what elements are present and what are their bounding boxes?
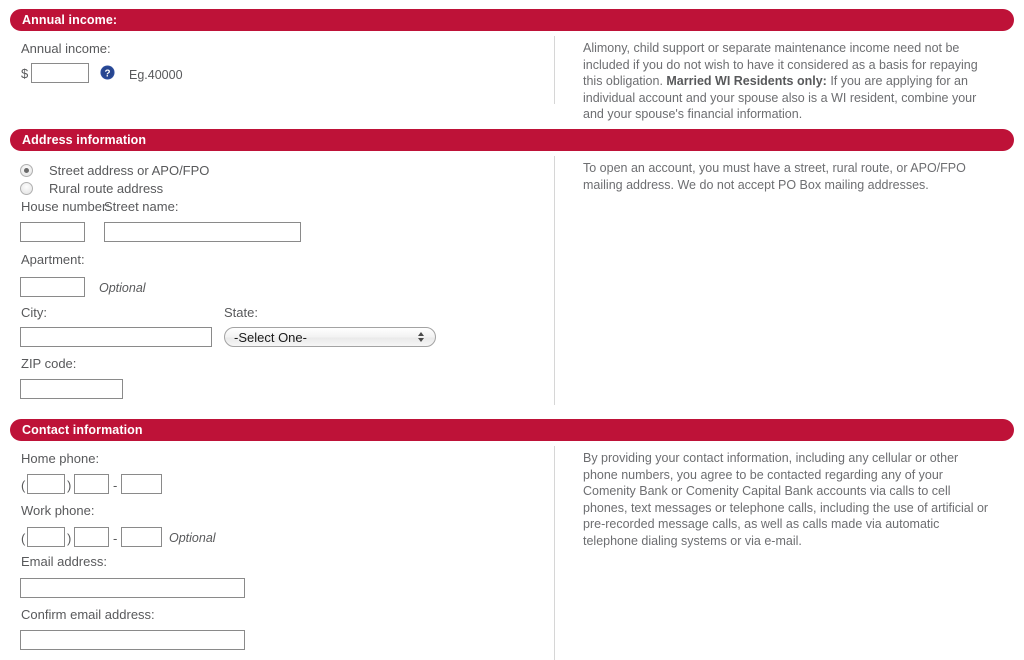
home-phone-line-input[interactable] [121, 474, 162, 494]
work-phone-label: Work phone: [21, 503, 95, 518]
question-mark-circle-icon[interactable] [100, 65, 115, 80]
confirm-email-address-input[interactable] [20, 630, 245, 650]
street-name-label: Street name: [104, 199, 179, 214]
confirm-email-address-label: Confirm email address: [21, 607, 155, 622]
annual-income-input[interactable] [31, 63, 89, 83]
apartment-optional-label: Optional [99, 281, 146, 295]
city-label: City: [21, 305, 47, 320]
state-label: State: [224, 305, 258, 320]
section-header-contact-information-label: Contact information [22, 423, 143, 437]
state-select-value: -Select One- [234, 329, 307, 345]
section-header-annual-income [10, 9, 1014, 31]
work-phone-open-paren: ( [21, 531, 26, 546]
address-information-side-note: To open an account, you must have a street, rural route, or APO/FPO mailing address. We do not accept PO Box mailing addresses. [583, 161, 966, 192]
home-phone-open-paren: ( [21, 478, 26, 493]
annual-income-example-hint: Eg.40000 [129, 68, 183, 82]
radio-street-address[interactable] [20, 164, 33, 177]
annual-income-side-note-part1: Alimony, child support or separate maintenance income need not be included if you do not wish to have it considered as a basis for repaying this obligation. [583, 41, 978, 88]
street-name-input[interactable] [104, 222, 301, 242]
apartment-label: Apartment: [21, 252, 85, 267]
zip-code-label: ZIP code: [21, 356, 77, 371]
work-phone-optional-label: Optional [169, 531, 216, 545]
currency-prefix-label: $ [21, 66, 29, 81]
annual-income-side-note-part2: If you are applying for an individual account and your spouse also is a WI resident, combine your and your spouse's financial information. [583, 74, 977, 121]
section-header-contact-information [10, 419, 1014, 441]
divider-annual-income [554, 36, 555, 104]
section-header-address-information [10, 129, 1014, 151]
svg-text:?: ? [104, 68, 111, 80]
home-phone-label: Home phone: [21, 451, 100, 466]
work-phone-area-input[interactable] [27, 527, 65, 547]
home-phone-close-paren: ) [67, 478, 72, 493]
home-phone-prefix-input[interactable] [74, 474, 109, 494]
house-number-label: House number: [21, 199, 110, 214]
divider-contact-information [554, 446, 555, 660]
annual-income-side-note-bold: Married WI Residents only: [666, 74, 827, 88]
work-phone-dash: - [113, 531, 118, 546]
zip-code-input[interactable] [20, 379, 123, 399]
apartment-input[interactable] [20, 277, 85, 297]
radio-rural-route-address-label[interactable]: Rural route address [49, 181, 164, 196]
contact-information-side-note: By providing your contact information, including any cellular or other phone numbers, you agree to be contacted regarding any of your Comenity Bank or Comenity Capital Bank accounts via calls to cell phones, text messages or telephone calls, including the use of artificial or pre-recorded message calls, as well as calls made via automatic telephone dialing systems or via e-mail. [583, 451, 989, 548]
radio-street-address-label[interactable]: Street address or APO/FPO [49, 163, 210, 178]
radio-rural-route-address[interactable] [20, 182, 33, 195]
divider-address-information [554, 156, 555, 405]
home-phone-dash: - [113, 478, 118, 493]
work-phone-line-input[interactable] [121, 527, 162, 547]
house-number-input[interactable] [20, 222, 85, 242]
city-input[interactable] [20, 327, 212, 347]
email-address-label: Email address: [21, 554, 107, 569]
home-phone-area-input[interactable] [27, 474, 65, 494]
state-select[interactable] [224, 327, 436, 347]
stepper-arrows-icon [413, 328, 429, 346]
work-phone-prefix-input[interactable] [74, 527, 109, 547]
section-header-annual-income-label: Annual income: [22, 13, 118, 27]
annual-income-side-note [583, 40, 993, 123]
email-address-input[interactable] [20, 578, 245, 598]
annual-income-label: Annual income: [21, 41, 111, 56]
section-header-address-information-label: Address information [22, 133, 147, 147]
work-phone-close-paren: ) [67, 531, 72, 546]
